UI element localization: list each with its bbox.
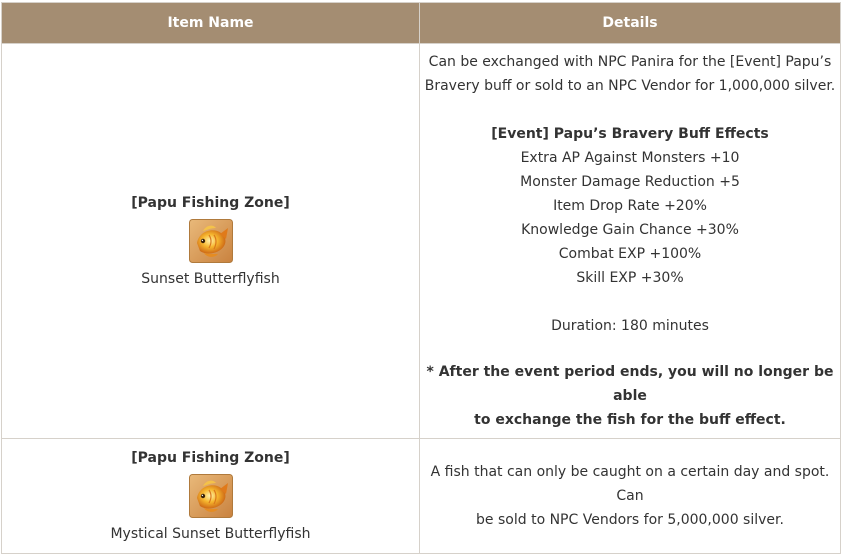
zone-label: [Papu Fishing Zone] [131,450,290,466]
buff-effects-title: [Event] Papu’s Bravery Buff Effects [491,126,769,142]
buff-effect-item: Extra AP Against Monsters +10 [520,150,740,166]
buff-effect-item: Item Drop Rate +20% [553,198,707,214]
zone-label: [Papu Fishing Zone] [131,195,290,211]
header-details: Details [420,3,841,44]
item-name-label: Sunset Butterflyfish [141,271,280,287]
table-row [2,439,841,554]
table-row [2,44,841,439]
mystical-sunset-butterflyfish-icon [189,474,233,518]
item-name-cell [2,44,420,439]
header-item-name: Item Name [2,3,420,44]
sunset-butterflyfish-icon [189,219,233,263]
details-cell [420,439,841,554]
details-line: A fish that can only be caught on a certain day and spot. Can [430,464,830,504]
item-name-cell [2,439,420,554]
event-note-line: * After the event period ends, you will no longer be able [426,364,834,404]
details-cell [420,44,841,439]
table-header-row [2,3,841,44]
details-intro-line: Can be exchanged with NPC Panira for the [Event] Papu’s [428,54,832,70]
buff-effect-item: Monster Damage Reduction +5 [520,174,740,190]
buff-effect-item: Skill EXP +30% [576,270,684,286]
items-table [1,2,841,554]
buff-duration: Duration: 180 minutes [551,318,709,334]
item-name-label: Mystical Sunset Butterflyfish [110,526,311,542]
buff-effect-item: Combat EXP +100% [558,246,702,262]
event-note-line: to exchange the fish for the buff effect. [474,412,786,428]
buff-effect-item: Knowledge Gain Chance +30% [521,222,739,238]
details-line: be sold to NPC Vendors for 5,000,000 silver. [476,512,784,528]
details-intro-line: Bravery buff or sold to an NPC Vendor for 1,000,000 silver. [424,78,836,94]
